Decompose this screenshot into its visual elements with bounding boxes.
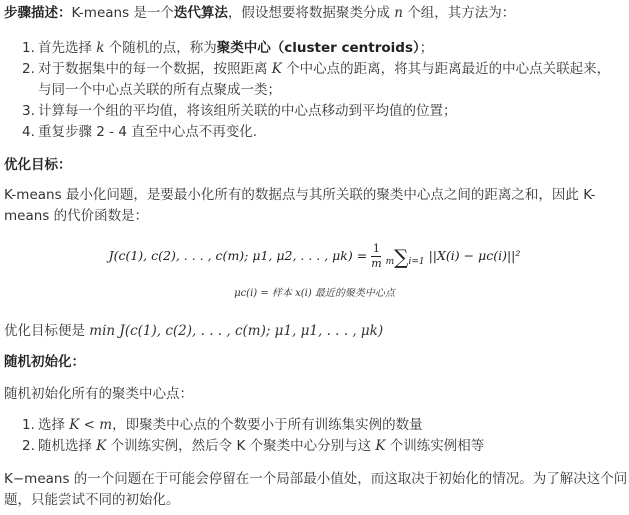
list-item: 2. 对于数据集中的每一个数据，按照距离 K 个中心点的距离，将其与距离最近的中心点关联起来， [22, 61, 611, 77]
optimization-paragraph-line1: K-means 最小化问题，是要最小化所有的数据点与其所关联的聚类中心点之间的距离之和，因此 K- [4, 187, 596, 203]
optimization-heading: 优化目标： [4, 157, 72, 173]
cost-function-formula: J(c(1), c(2), . . . , c(m); μ1, μ2, . . . , μk) = $\frac{1}{m}$ m∑i=1 ||X(i) − μc(i)||² [108, 242, 521, 270]
cluster-centroids: 聚类中心（cluster centroids） [216, 40, 420, 56]
iterative-algorithm: 迭代算法 [173, 5, 228, 21]
optimization-goal: 优化目标便是 min J(c(1), c(2), . . . , c(m); μ1, μ1, . . . , μk) [4, 323, 384, 339]
list-item-continued: 与同一个中心点关联的所有点聚成一类； [38, 82, 281, 98]
fraction: $\frac{1}{m}$ [371, 242, 382, 270]
list-item: 4. 重复步骤 2 - 4 直至中心点不再变化. [22, 124, 258, 140]
list-item: 2. 随机选择 K 个训练实例，然后令 K 个聚类中心分别与这 K 个训练实例相等 [22, 438, 485, 454]
conclusion-line1: K−means 的一个问题在于可能会停留在一个局部最小值处，而这取决于初始化的情况。为了解决这个问 [4, 471, 628, 487]
list-item: 1. 选择 K < m，即聚类中心点的个数要小于所有训练集实例的数量 [22, 417, 423, 433]
optimization-paragraph-line2: means 的代价函数是： [4, 208, 149, 224]
list-item: 3. 计算每一个组的平均值，将该组所关联的中心点移动到平均值的位置； [22, 103, 457, 119]
steps-intro: 步骤描述：K-means 是一个迭代算法，假设想要将数据聚类分成 n 个组，其方法为： [4, 5, 516, 21]
steps-heading: 步骤描述： [4, 5, 72, 21]
list-item: 1. 首先选择 k 个随机的点，称为聚类中心（cluster centroids）； [22, 40, 434, 56]
conclusion-line2: 题，只能尝试不同的初始化。 [4, 492, 180, 508]
init-intro: 随机初始化所有的聚类中心点： [4, 386, 193, 402]
init-heading: 随机初始化： [4, 354, 85, 370]
summation-icon: m∑i=1 [385, 244, 425, 269]
mu-definition: μc(i) = 样本 x(i) 最近的聚类中心点 [234, 288, 395, 299]
